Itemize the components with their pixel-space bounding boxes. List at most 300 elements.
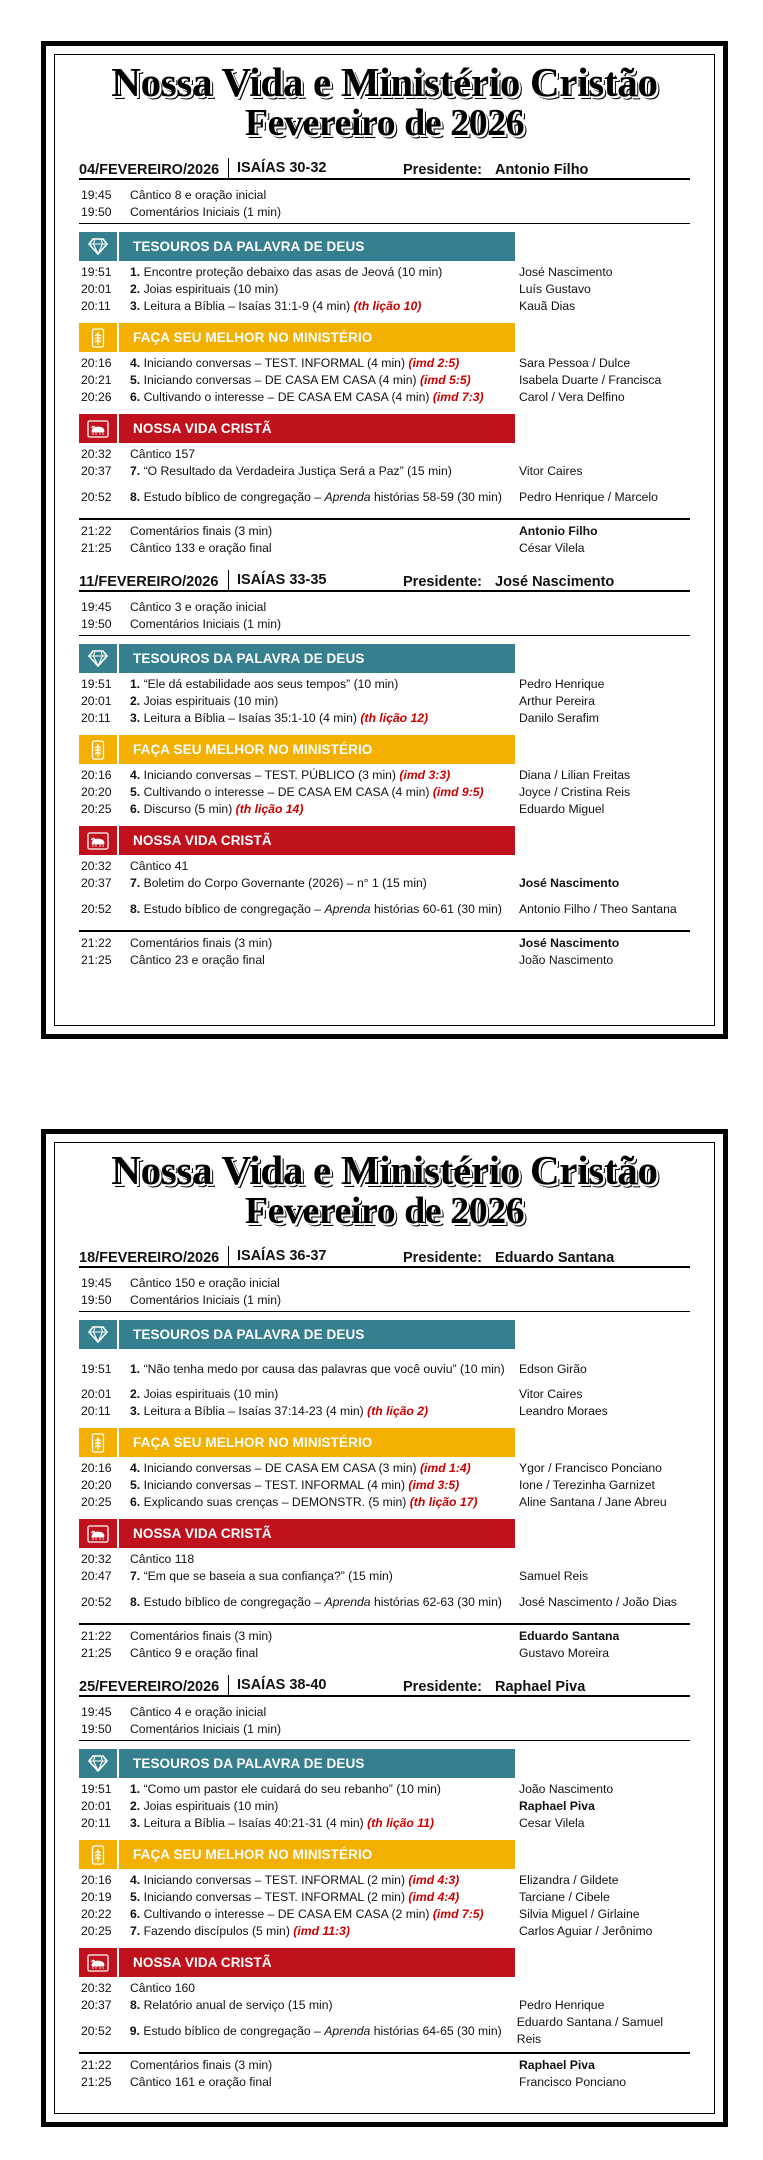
living-items: [79, 858, 690, 926]
treasures-items: [79, 676, 690, 727]
part-number: 8.: [130, 901, 141, 916]
opening-row: [79, 1721, 690, 1738]
living-row: [79, 463, 690, 480]
part-number: 4.: [130, 356, 141, 370]
part-title: Estudo bíblico de congregação –: [143, 1594, 325, 1609]
time: 20:01: [81, 1387, 112, 1401]
treasures-section-header: [79, 232, 515, 261]
assignee: Pedro Henrique: [519, 677, 605, 691]
lesson-reference: (th lição 14): [235, 802, 304, 816]
time: 20:25: [81, 1495, 112, 1509]
part-text: [130, 204, 515, 221]
part-title: Comentários finais (3 min): [130, 1629, 273, 1643]
ministry-section-header: [79, 1840, 515, 1869]
assignee: José Nascimento / João Dias: [519, 1594, 677, 1609]
week-header: [79, 156, 690, 180]
part-number: 5.: [130, 373, 141, 387]
time: 19:45: [81, 188, 112, 202]
diamond-icon: [79, 644, 119, 673]
time: 20:32: [81, 859, 112, 873]
lesson-reference: (imd 7:3): [432, 390, 484, 404]
part-title: Cântico 3 e oração inicial: [130, 600, 267, 614]
page-title: [79, 1147, 690, 1232]
time: 20:11: [81, 1404, 111, 1418]
lesson-reference: (imd 2:5): [408, 356, 460, 370]
part-title: Encontre proteção debaixo das asas de Jeová (10 min): [143, 265, 443, 279]
time: 19:51: [81, 1361, 112, 1376]
time: 19:45: [81, 1705, 112, 1719]
section-label: NOSSA VIDA CRISTÃ: [133, 1955, 272, 1970]
page-frame: [54, 54, 715, 1026]
treasures-row: [79, 1815, 690, 1832]
living-section-header: [79, 414, 515, 443]
part-title: Discurso (5 min): [143, 802, 233, 816]
assignee: Vitor Caires: [519, 1387, 583, 1401]
time: 20:32: [81, 1552, 112, 1566]
assignee: Diana / Lilian Freitas: [519, 768, 631, 782]
assignee: Elizandra / Gildete: [519, 1873, 619, 1887]
part-text: [130, 1568, 515, 1585]
part-text: [130, 1386, 515, 1403]
treasures-row: [79, 1403, 690, 1420]
assignee: Francisco Ponciano: [519, 2075, 627, 2089]
opening-row: [79, 1292, 690, 1309]
treasures-row: [79, 1386, 690, 1403]
section-label: FAÇA SEU MELHOR NO MINISTÉRIO: [133, 330, 373, 345]
time: 20:11: [81, 711, 111, 725]
ministry-row: [79, 801, 690, 818]
time: 20:25: [81, 802, 112, 816]
part-text: [130, 446, 515, 463]
part-text: [130, 599, 515, 616]
part-title: Iniciando conversas – TEST. INFORMAL (4 min): [143, 1478, 406, 1492]
part-text: [130, 1781, 515, 1798]
title-line-2: Fevereiro de 2026: [244, 1190, 525, 1232]
ministry-row: [79, 389, 690, 406]
part-text: [130, 1997, 515, 2014]
part-title: “O Resultado da Verdadeira Justiça Será a Paz” (15 min): [143, 464, 452, 478]
part-number: 7.: [130, 464, 141, 478]
part-title: Leitura a Bíblia – Isaías 35:1-10 (4 min): [143, 711, 357, 725]
bible-reading: ISAÍAS 30-32: [228, 158, 403, 178]
lesson-reference: (imd 9:5): [432, 785, 484, 799]
ministry-row: [79, 784, 690, 801]
part-title-rest: histórias 60-61 (30 min): [370, 901, 502, 916]
week-header: [79, 568, 690, 592]
time: 19:45: [81, 1276, 112, 1290]
treasures-items: [79, 264, 690, 315]
president-name: Antonio Filho: [495, 162, 589, 178]
part-number: 3.: [130, 1816, 141, 1830]
wheat-icon: [79, 735, 119, 764]
time: 20:19: [81, 1890, 112, 1904]
part-title: Cântico 23 e oração final: [130, 953, 265, 967]
part-number: 4.: [130, 1873, 141, 1887]
sheep-icon: [79, 414, 119, 443]
assignee: Luís Gustavo: [519, 282, 591, 296]
section-label: NOSSA VIDA CRISTÃ: [133, 1526, 272, 1541]
president-name: Eduardo Santana: [495, 1250, 615, 1266]
closing-row: [79, 2074, 690, 2091]
part-text: [130, 389, 515, 406]
part-text: [130, 1721, 515, 1738]
time: 20:52: [81, 901, 112, 916]
part-title-emphasis: Aprenda: [324, 901, 371, 916]
part-text: [130, 1704, 515, 1721]
part-number: 1.: [130, 265, 141, 279]
assignee: Raphael Piva: [519, 1799, 595, 1813]
part-title: Cântico 4 e oração inicial: [130, 1705, 267, 1719]
part-number: 6.: [130, 802, 141, 816]
part-title: Comentários Iniciais (1 min): [130, 1722, 282, 1736]
title-line-1: Nossa Vida e Ministério Cristão: [111, 59, 658, 105]
part-text: [130, 1551, 515, 1568]
part-title: Cântico 118: [130, 1552, 195, 1566]
title-line-1: Nossa Vida e Ministério Cristão: [111, 1147, 658, 1193]
lesson-reference: (th lição 17): [409, 1495, 478, 1509]
time: 20:01: [81, 694, 112, 708]
treasures-row: [79, 1352, 690, 1386]
treasures-items: [79, 1352, 690, 1420]
assignee: Kauã Dias: [519, 299, 576, 313]
ministry-row: [79, 767, 690, 784]
part-title: Relatório anual de serviço (15 min): [143, 1998, 333, 2012]
time: 20:20: [81, 1478, 112, 1492]
part-title: Comentários finais (3 min): [130, 936, 273, 950]
assignee: Leandro Moraes: [519, 1404, 608, 1418]
part-text: [130, 901, 515, 918]
lesson-reference: (imd 4:4): [408, 1890, 460, 1904]
part-text: [130, 463, 515, 480]
time: 19:50: [81, 205, 112, 219]
assignee: João Nascimento: [519, 953, 614, 967]
time: 20:01: [81, 282, 112, 296]
part-text: [130, 1403, 515, 1420]
section-label: NOSSA VIDA CRISTÃ: [133, 833, 272, 848]
time: 20:52: [81, 1594, 112, 1609]
week-date: 11/FEVEREIRO/2026: [79, 574, 219, 590]
assignee: Eduardo Santana / Samuel Reis: [516, 2015, 664, 2046]
part-number: 8.: [130, 1998, 141, 2012]
living-row: [79, 480, 690, 514]
part-number: 7.: [130, 1924, 141, 1938]
part-title: Iniciando conversas – DE CASA EM CASA (3 min): [143, 1461, 417, 1475]
part-title: Iniciando conversas – TEST. INFORMAL (2 min): [143, 1890, 406, 1904]
part-text: [130, 281, 515, 298]
opening-row: [79, 616, 690, 633]
part-title: Cântico 133 e oração final: [130, 541, 272, 555]
ministry-row: [79, 1872, 690, 1889]
part-title: “Em que se baseia a sua confiança?” (15 min): [143, 1569, 393, 1583]
part-title-rest: histórias 62-63 (30 min): [370, 1594, 502, 1609]
closing-row: [79, 1645, 690, 1662]
week-header: [79, 1673, 690, 1697]
assignee: Aline Santana / Jane Abreu: [519, 1495, 667, 1509]
part-title: Cântico 161 e oração final: [130, 2075, 272, 2089]
part-text: [130, 489, 515, 506]
assignee: José Nascimento: [519, 265, 613, 279]
week-date: 18/FEVEREIRO/2026: [79, 1250, 220, 1266]
living-items: [79, 446, 690, 514]
part-title: Iniciando conversas – DE CASA EM CASA (4 min): [143, 373, 417, 387]
week-date: 04/FEVEREIRO/2026: [79, 162, 220, 178]
closing-row: [79, 1628, 690, 1645]
time: 20:01: [81, 1799, 112, 1813]
president-name: José Nascimento: [495, 574, 615, 590]
lesson-reference: (th lição 10): [353, 299, 422, 313]
part-number: 3.: [130, 711, 141, 725]
part-title: Cântico 8 e oração inicial: [130, 188, 267, 202]
time: 19:51: [81, 1782, 112, 1796]
part-text: [130, 1594, 515, 1611]
time: 19:50: [81, 1722, 112, 1736]
assignee: Pedro Henrique: [519, 1998, 605, 2012]
lesson-reference: (th lição 2): [367, 1404, 429, 1418]
ministry-row: [79, 372, 690, 389]
section-label: NOSSA VIDA CRISTÃ: [133, 421, 272, 436]
part-title: Joias espirituais (10 min): [143, 1387, 279, 1401]
ministry-items: [79, 355, 690, 406]
living-row: [79, 1568, 690, 1585]
closing-row: [79, 540, 690, 557]
time: 21:22: [81, 524, 112, 538]
lesson-reference: (imd 11:3): [293, 1924, 350, 1938]
assignee: Raphael Piva: [519, 2058, 595, 2072]
page-title: [79, 59, 690, 144]
treasures-section-header: [79, 644, 515, 673]
part-title: Iniciando conversas – TEST. INFORMAL (4 min): [143, 356, 406, 370]
part-title: “Como um pastor ele cuidará do seu rebanho” (10 min): [143, 1782, 441, 1796]
part-text: [130, 767, 515, 784]
assignee: Gustavo Moreira: [519, 1646, 610, 1660]
treasures-row: [79, 1781, 690, 1798]
time: 20:16: [81, 356, 112, 370]
time: 20:37: [81, 876, 112, 890]
opening-items: [79, 1697, 690, 1741]
time: 20:16: [81, 768, 112, 782]
week-block: [79, 156, 690, 557]
part-number: 4.: [130, 1461, 141, 1475]
part-text: [130, 1292, 515, 1309]
part-text: [130, 1645, 515, 1662]
bible-reading: ISAÍAS 38-40: [228, 1675, 403, 1695]
part-title-rest: histórias 64-65 (30 min): [370, 2023, 502, 2038]
opening-row: [79, 204, 690, 221]
section-label: FAÇA SEU MELHOR NO MINISTÉRIO: [133, 1435, 373, 1450]
living-row: [79, 858, 690, 875]
part-title: Leitura a Bíblia – Isaías 37:14-23 (4 min): [143, 1404, 364, 1418]
part-title: Comentários Iniciais (1 min): [130, 617, 282, 631]
ministry-items: [79, 1872, 690, 1940]
opening-items: [79, 180, 690, 224]
treasures-section-header: [79, 1749, 515, 1778]
time: 20:32: [81, 447, 112, 461]
part-text: [130, 1477, 515, 1494]
assignee: Ione / Terezinha Garnizet: [519, 1478, 655, 1492]
ministry-row: [79, 1477, 690, 1494]
assignee: João Nascimento: [519, 1782, 614, 1796]
sheep-icon: [79, 826, 119, 855]
section-label: TESOUROS DA PALAVRA DE DEUS: [133, 239, 365, 254]
lesson-reference: (imd 3:5): [408, 1478, 460, 1492]
part-title: Cântico 41: [130, 859, 189, 873]
time: 19:50: [81, 617, 112, 631]
ministry-row: [79, 1889, 690, 1906]
diamond-icon: [79, 232, 119, 261]
assignee: César Vilela: [519, 541, 585, 555]
week-header: [79, 1244, 690, 1268]
assignee: Danilo Serafim: [519, 711, 599, 725]
president-label: Presidente:: [403, 162, 482, 178]
living-section-header: [79, 1948, 515, 1977]
living-row: [79, 446, 690, 463]
part-number: 6.: [130, 1495, 141, 1509]
part-text: [130, 1494, 515, 1511]
living-items: [79, 1980, 690, 2048]
part-text: [130, 616, 515, 633]
closing-items: [79, 2052, 690, 2091]
treasures-row: [79, 298, 690, 315]
part-title: Fazendo discípulos (5 min): [143, 1924, 290, 1938]
part-title: Comentários finais (3 min): [130, 2058, 273, 2072]
part-text: [130, 1906, 515, 1923]
closing-row: [79, 523, 690, 540]
part-text: [130, 1815, 515, 1832]
part-title: Leitura a Bíblia – Isaías 31:1-9 (4 min): [143, 299, 351, 313]
part-number: 1.: [130, 677, 141, 691]
opening-row: [79, 1275, 690, 1292]
ministry-items: [79, 1460, 690, 1511]
time: 19:51: [81, 265, 112, 279]
living-row: [79, 875, 690, 892]
lesson-reference: (th lição 11): [367, 1816, 434, 1830]
part-title: Cântico 157: [130, 447, 196, 461]
part-text: [130, 784, 515, 801]
part-number: 7.: [130, 876, 141, 890]
week-date: 25/FEVEREIRO/2026: [79, 1679, 220, 1695]
lesson-reference: (imd 5:5): [419, 373, 471, 387]
part-text: [130, 676, 515, 693]
lesson-reference: (imd 4:3): [408, 1873, 460, 1887]
living-row: [79, 892, 690, 926]
section-label: TESOUROS DA PALAVRA DE DEUS: [133, 1327, 365, 1342]
time: 21:25: [81, 953, 112, 967]
assignee: Joyce / Cristina Reis: [519, 785, 631, 799]
lesson-reference: (imd 3:3): [399, 768, 451, 782]
time: 20:47: [81, 1569, 112, 1583]
assignee: Carol / Vera Delfino: [519, 390, 625, 404]
part-number: 6.: [130, 1907, 141, 1921]
part-text: [130, 952, 515, 969]
time: 20:20: [81, 785, 112, 799]
part-text: [130, 298, 515, 315]
time: 21:22: [81, 936, 112, 950]
assignee: José Nascimento: [519, 936, 620, 950]
week-block: [79, 1673, 690, 2091]
ministry-row: [79, 1460, 690, 1477]
time: 20:21: [81, 373, 112, 387]
part-text: [130, 1275, 515, 1292]
living-row: [79, 1980, 690, 1997]
assignee: Samuel Reis: [519, 1569, 589, 1583]
time: 20:26: [81, 390, 112, 404]
living-row: [79, 1997, 690, 2014]
ministry-items: [79, 767, 690, 818]
part-title-emphasis: Aprenda: [324, 2023, 371, 2038]
time: 20:37: [81, 1998, 112, 2012]
closing-items: [79, 518, 690, 557]
part-number: 8.: [130, 1594, 141, 1609]
part-title: “Ele dá estabilidade aos seus tempos” (10 min): [143, 677, 399, 691]
assignee: Isabela Duarte / Francisca: [519, 373, 662, 387]
diamond-icon: [79, 1320, 119, 1349]
part-text: [130, 1361, 515, 1378]
part-text: [130, 1798, 515, 1815]
ministry-section-header: [79, 1428, 515, 1457]
opening-items: [79, 592, 690, 636]
part-text: [130, 1980, 515, 1997]
assignee: Cesar Vilela: [519, 1816, 585, 1830]
treasures-row: [79, 676, 690, 693]
time: 20:52: [81, 489, 112, 504]
assignee: Arthur Pereira: [519, 694, 595, 708]
part-text: [130, 523, 515, 540]
part-title: Comentários Iniciais (1 min): [130, 205, 282, 219]
section-label: FAÇA SEU MELHOR NO MINISTÉRIO: [133, 742, 373, 757]
ministry-row: [79, 355, 690, 372]
part-title: Joias espirituais (10 min): [143, 694, 279, 708]
treasures-row: [79, 1798, 690, 1815]
part-text: [130, 1872, 515, 1889]
part-text: [130, 264, 515, 281]
closing-row: [79, 2057, 690, 2074]
president-label: Presidente:: [403, 574, 482, 590]
living-row: [79, 1585, 690, 1619]
time: 20:22: [81, 1907, 112, 1921]
bible-reading: ISAÍAS 33-35: [228, 570, 403, 590]
time: 19:45: [81, 600, 112, 614]
part-text: [130, 1628, 515, 1645]
wheat-icon: [79, 1428, 119, 1457]
part-title: Iniciando conversas – TEST. INFORMAL (2 min): [143, 1873, 406, 1887]
ministry-section-header: [79, 735, 515, 764]
president-label: Presidente:: [403, 1679, 482, 1695]
lesson-reference: (imd 1:4): [419, 1461, 471, 1475]
time: 21:25: [81, 1646, 112, 1660]
part-number: 6.: [130, 390, 141, 404]
treasures-section-header: [79, 1320, 515, 1349]
part-title: Boletim do Corpo Governante (2026) – n° 1 (15 min): [143, 876, 427, 890]
time: 20:11: [81, 1816, 111, 1830]
time: 20:52: [81, 2023, 112, 2038]
part-number: 2.: [130, 1799, 141, 1813]
president-name: Raphael Piva: [495, 1679, 586, 1695]
time: 20:25: [81, 1924, 112, 1938]
assignee: Tarciane / Cibele: [519, 1890, 610, 1904]
opening-row: [79, 599, 690, 616]
time: 21:22: [81, 2058, 112, 2072]
part-title-emphasis: Aprenda: [324, 1594, 371, 1609]
assignee: Sara Pessoa / Dulce: [519, 356, 631, 370]
part-number: 5.: [130, 785, 141, 799]
assignee: Edson Girão: [519, 1361, 587, 1376]
part-number: 7.: [130, 1569, 141, 1583]
week-block: [79, 1244, 690, 1662]
treasures-items: [79, 1781, 690, 1832]
part-text: [130, 858, 515, 875]
title-line-2: Fevereiro de 2026: [244, 102, 525, 144]
ministry-row: [79, 1494, 690, 1511]
